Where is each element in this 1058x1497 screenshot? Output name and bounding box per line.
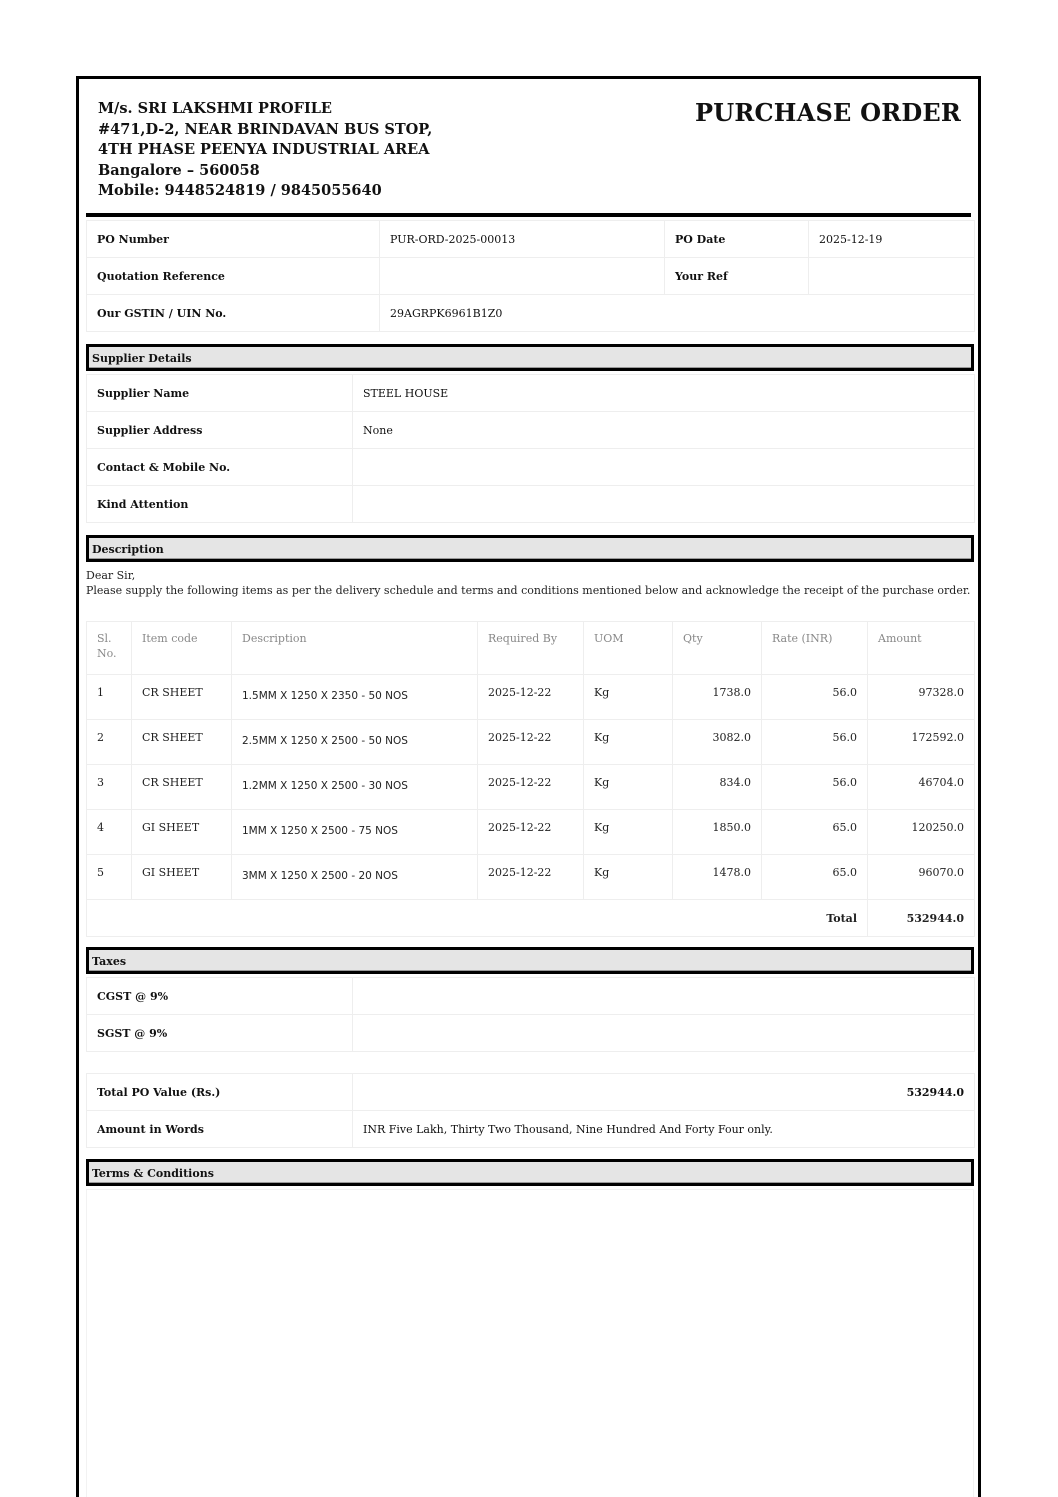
po-date-value: 2025-12-19 <box>809 221 975 258</box>
po-number-row <box>87 221 975 258</box>
row-uom: Kg <box>584 855 673 900</box>
row-qty: 1738.0 <box>673 675 762 720</box>
total-po-value: 532944.0 <box>353 1074 975 1111</box>
company-city: Bangalore – 560058 <box>98 161 260 179</box>
row-sl: 5 <box>87 855 132 900</box>
items-total-row <box>87 900 975 937</box>
items-table <box>86 621 975 937</box>
supplier-address-label: Supplier Address <box>87 412 353 449</box>
col-item-code: Item code <box>132 622 232 675</box>
sgst-label: SGST @ 9% <box>87 1015 353 1052</box>
row-uom: Kg <box>584 765 673 810</box>
po-info-table <box>86 220 975 332</box>
row-item-code: GI SHEET <box>132 855 232 900</box>
table-row <box>87 765 975 810</box>
row-uom: Kg <box>584 675 673 720</box>
company-mobile: Mobile: 9448524819 / 9845055640 <box>98 182 382 200</box>
contact-row <box>87 449 975 486</box>
kind-attention-label: Kind Attention <box>87 486 353 523</box>
col-amount: Amount <box>868 622 975 675</box>
quotation-reference-value <box>380 258 665 295</box>
row-qty: 1478.0 <box>673 855 762 900</box>
row-required-by: 2025-12-22 <box>478 720 584 765</box>
your-ref-value <box>809 258 975 295</box>
row-amount: 97328.0 <box>868 675 975 720</box>
supplier-name-value: STEEL HOUSE <box>353 375 975 412</box>
col-rate: Rate (INR) <box>762 622 868 675</box>
items-total-label: Total <box>87 900 868 937</box>
purchase-order-document <box>76 76 981 1497</box>
row-required-by: 2025-12-22 <box>478 675 584 720</box>
gstin-row <box>87 295 975 332</box>
row-uom: Kg <box>584 720 673 765</box>
row-uom: Kg <box>584 810 673 855</box>
kind-attention-value <box>353 486 975 523</box>
terms-header: Terms & Conditions <box>86 1159 974 1186</box>
col-sl-no: Sl. No. <box>87 622 132 675</box>
salutation: Dear Sir, <box>86 569 136 582</box>
row-item-code: CR SHEET <box>132 765 232 810</box>
cgst-row <box>87 978 975 1015</box>
row-description: 2.5MM X 1250 X 2500 - 50 NOS <box>232 720 478 765</box>
row-required-by: 2025-12-22 <box>478 810 584 855</box>
row-amount: 172592.0 <box>868 720 975 765</box>
amount-words-value: INR Five Lakh, Thirty Two Thousand, Nine Hundred And Forty Four only. <box>353 1111 975 1148</box>
company-address-line-1: #471,D-2, NEAR BRINDAVAN BUS STOP, <box>98 120 433 138</box>
col-qty: Qty <box>673 622 762 675</box>
po-date-label: PO Date <box>665 221 809 258</box>
supplier-details-table <box>86 374 975 523</box>
sgst-row <box>87 1015 975 1052</box>
company-address-block <box>98 99 432 202</box>
table-row <box>87 720 975 765</box>
row-rate: 65.0 <box>762 810 868 855</box>
row-sl: 1 <box>87 675 132 720</box>
gstin-label: Our GSTIN / UIN No. <box>87 295 380 332</box>
row-description: 1.5MM X 1250 X 2350 - 50 NOS <box>232 675 478 720</box>
taxes-header: Taxes <box>86 947 974 974</box>
row-qty: 834.0 <box>673 765 762 810</box>
supplier-address-value: None <box>353 412 975 449</box>
po-number-value: PUR-ORD-2025-00013 <box>380 221 665 258</box>
row-amount: 46704.0 <box>868 765 975 810</box>
row-amount: 120250.0 <box>868 810 975 855</box>
total-po-label: Total PO Value (Rs.) <box>87 1074 353 1111</box>
company-address-line-2: 4TH PHASE PEENYA INDUSTRIAL AREA <box>98 141 430 159</box>
kind-attention-row <box>87 486 975 523</box>
row-rate: 56.0 <box>762 765 868 810</box>
table-row <box>87 810 975 855</box>
header-divider <box>86 213 971 217</box>
table-row <box>87 675 975 720</box>
row-amount: 96070.0 <box>868 855 975 900</box>
document-title: PURCHASE ORDER <box>694 98 961 127</box>
table-row <box>87 855 975 900</box>
description-intro <box>86 568 974 598</box>
row-description: 3MM X 1250 X 2500 - 20 NOS <box>232 855 478 900</box>
row-sl: 3 <box>87 765 132 810</box>
quotation-row <box>87 258 975 295</box>
description-header: Description <box>86 535 974 562</box>
company-name: M/s. SRI LAKSHMI PROFILE <box>98 100 332 117</box>
supplier-address-row <box>87 412 975 449</box>
cgst-label: CGST @ 9% <box>87 978 353 1015</box>
supplier-details-header: Supplier Details <box>86 344 974 371</box>
amount-words-row <box>87 1111 975 1148</box>
supplier-name-label: Supplier Name <box>87 375 353 412</box>
row-item-code: CR SHEET <box>132 675 232 720</box>
terms-body <box>86 1189 974 1497</box>
row-item-code: CR SHEET <box>132 720 232 765</box>
row-qty: 3082.0 <box>673 720 762 765</box>
col-description: Description <box>232 622 478 675</box>
po-number-label: PO Number <box>87 221 380 258</box>
row-rate: 56.0 <box>762 720 868 765</box>
row-sl: 2 <box>87 720 132 765</box>
items-header-row <box>87 622 975 675</box>
row-description: 1.2MM X 1250 X 2500 - 30 NOS <box>232 765 478 810</box>
row-required-by: 2025-12-22 <box>478 855 584 900</box>
col-required-by: Required By <box>478 622 584 675</box>
row-description: 1MM X 1250 X 2500 - 75 NOS <box>232 810 478 855</box>
summary-table <box>86 1073 975 1148</box>
intro-body: Please supply the following items as per the delivery schedule and terms and conditions mentioned below and acknowledge the receipt of the purchase order. <box>86 584 971 597</box>
row-rate: 56.0 <box>762 675 868 720</box>
row-rate: 65.0 <box>762 855 868 900</box>
quotation-reference-label: Quotation Reference <box>87 258 380 295</box>
taxes-table <box>86 977 975 1052</box>
gstin-value: 29AGRPK6961B1Z0 <box>380 295 975 332</box>
sgst-value <box>353 1015 975 1052</box>
row-qty: 1850.0 <box>673 810 762 855</box>
contact-label: Contact & Mobile No. <box>87 449 353 486</box>
your-ref-label: Your Ref <box>665 258 809 295</box>
amount-words-label: Amount in Words <box>87 1111 353 1148</box>
col-uom: UOM <box>584 622 673 675</box>
row-sl: 4 <box>87 810 132 855</box>
row-required-by: 2025-12-22 <box>478 765 584 810</box>
contact-value <box>353 449 975 486</box>
supplier-name-row <box>87 375 975 412</box>
total-po-row <box>87 1074 975 1111</box>
items-total-value: 532944.0 <box>868 900 975 937</box>
cgst-value <box>353 978 975 1015</box>
row-item-code: GI SHEET <box>132 810 232 855</box>
